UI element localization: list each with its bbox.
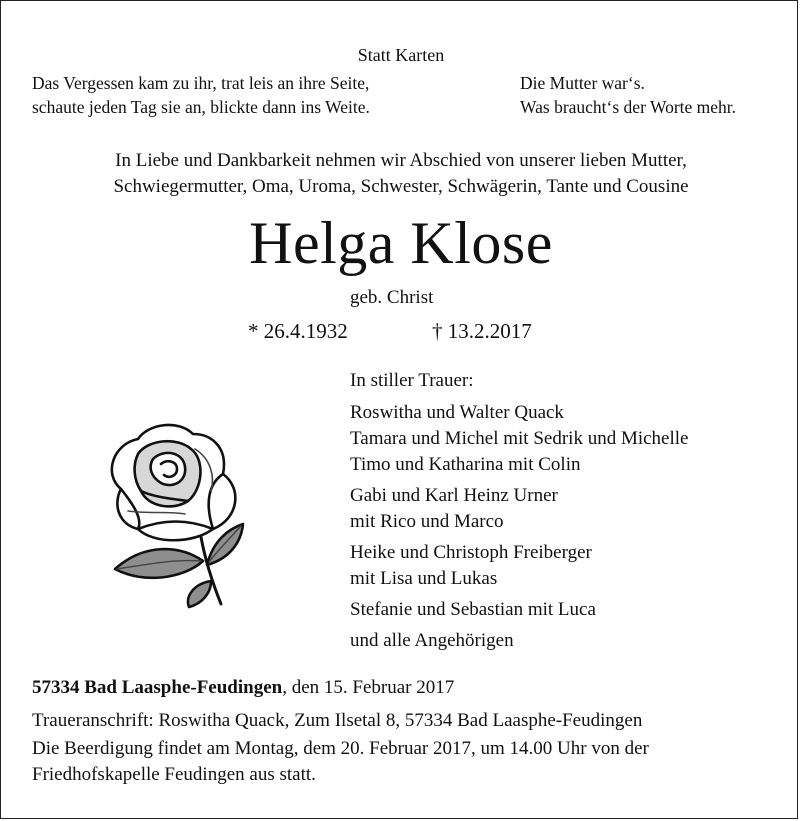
statt-karten-heading: Statt Karten [357,45,445,65]
mourner-group [350,483,688,535]
mourner-line: und alle Angehörigen [350,630,514,651]
mourners-label: In stiller Trauer: [350,370,474,391]
place-date-line [32,677,454,699]
intro-line: In Liebe und Dankbarkeit nehmen wir Abschied von unserer lieben Mutter, [115,150,687,171]
funeral-info-line: Die Beerdigung findet am Montag, dem 20. Februar 2017, um 14.00 Uhr von der [32,738,649,759]
mourners-list [350,368,688,659]
mourner-group [350,540,688,592]
mourning-address: Traueranschrift: Roswitha Quack, Zum Ilsetal 8, 57334 Bad Laasphe-Feudingen [32,710,643,731]
born-name: geb. Christ [350,287,434,308]
mourner-line: Timo und Katharina mit Colin [350,454,581,475]
intro-line: Schwiegermutter, Oma, Uroma, Schwester, Schwägerin, Tante und Cousine [113,176,689,197]
place: 57334 Bad Laasphe-Feudingen [32,677,283,698]
funeral-info-line: Friedhofskapelle Feudingen aus statt. [32,764,316,785]
intro-text [1,148,800,200]
poem-right-line: Die Mutter war‘s. [520,73,645,93]
death-date: † 13.2.2017 [432,319,532,343]
mourner-group [350,597,688,623]
mourner-line: Roswitha und Walter Quack [350,402,564,423]
date: , den 15. Februar 2017 [282,677,455,698]
mourner-line: Heike und Christoph Freiberger [350,542,592,563]
mourner-line: Gabi und Karl Heinz Urner [350,485,558,506]
mourner-line: Tamara und Michel mit Sedrik und Michelle [350,428,689,449]
poem-right-line: Was braucht‘s der Worte mehr. [520,97,737,117]
mourner-line: mit Lisa und Lukas [350,568,498,589]
poem-left-line: schaute jeden Tag sie an, blickte dann ins Weite. [32,97,370,117]
mourner-line: mit Rico und Marco [350,511,504,532]
rose-icon [93,419,253,609]
birth-date: * 26.4.1932 [248,319,348,343]
mourner-group [350,400,688,478]
mourner-group [350,628,688,654]
poem-right [520,71,736,119]
poem-left [32,71,370,119]
mourner-line: Stefanie und Sebastian mit Luca [350,599,596,620]
deceased-name: Helga Klose [249,210,553,276]
poem-left-line: Das Vergessen kam zu ihr, trat leis an ihre Seite, [32,73,370,93]
